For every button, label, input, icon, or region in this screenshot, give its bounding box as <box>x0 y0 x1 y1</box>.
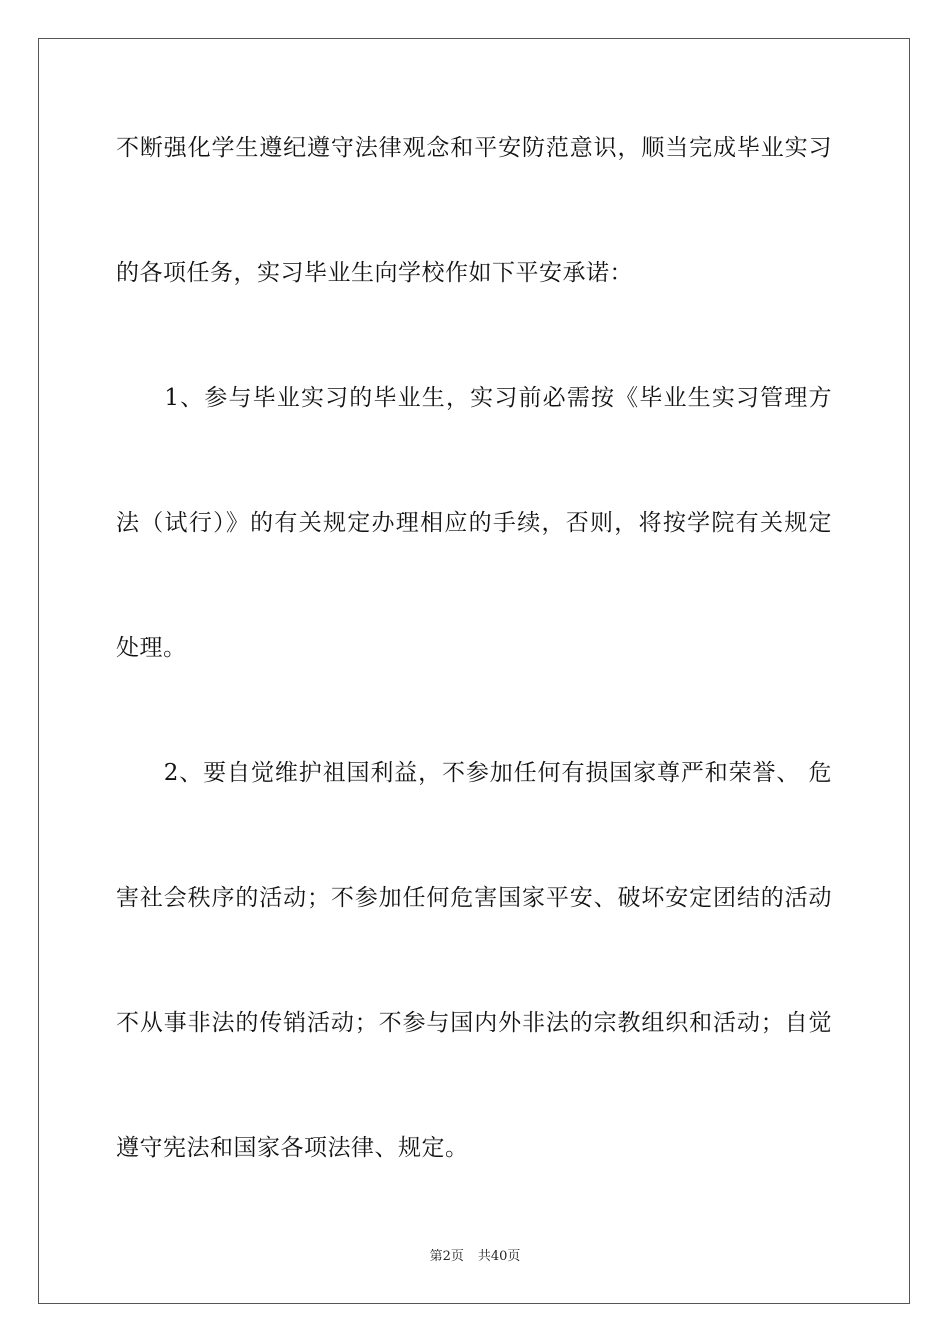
body-line-6: 2、要自觉维护祖国利益，不参加任何有损国家尊严和荣誉、 危 <box>116 760 832 786</box>
body-line-2: 的各项任务，实习毕业生向学校作如下平安承诺： <box>116 260 633 286</box>
page-total: 共40页 <box>477 1249 521 1264</box>
body-line-7: 害社会秩序的活动；不参加任何危害国家平安、破坏安定团结的活动 <box>116 885 832 911</box>
body-line-3: 1、参与毕业实习的毕业生，实习前必需按《毕业生实习管理方 <box>116 385 832 411</box>
body-line-8: 不从事非法的传销活动；不参与国内外非法的宗教组织和活动；自觉 <box>116 1010 832 1036</box>
body-line-1: 不断强化学生遵纪遵守法律观念和平安防范意识，顺当完成毕业实习 <box>116 135 832 161</box>
page-number: 第2页 <box>429 1249 464 1264</box>
body-line-5: 处理。 <box>116 635 187 661</box>
body-line-4: 法（试行）》的有关规定办理相应的手续，否则，将按学院有关规定 <box>116 510 832 536</box>
page-frame <box>38 38 910 1304</box>
page-footer <box>0 1248 950 1266</box>
body-line-9: 遵守宪法和国家各项法律、规定。 <box>116 1135 469 1161</box>
